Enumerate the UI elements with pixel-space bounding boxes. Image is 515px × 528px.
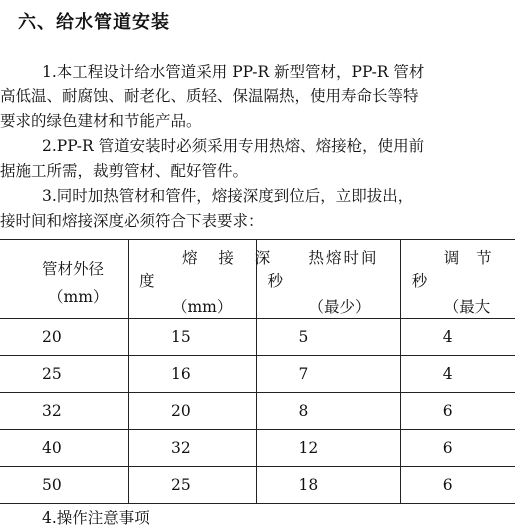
header-adjust-time-label: 调 节 bbox=[443, 249, 498, 267]
paragraph-1-line-3: 要求的绿色建材和节能产品。 bbox=[0, 112, 202, 130]
header-adjust-time bbox=[400, 240, 515, 319]
cell-heating-time: 12 bbox=[256, 430, 400, 467]
header-fusion-depth bbox=[128, 240, 279, 319]
section-heading: 六、给水管道安装 bbox=[18, 12, 170, 33]
paragraph-3-line-1: 3.同时加热管材和管件，熔接深度到位后，立即拔出， bbox=[42, 187, 414, 205]
paragraph-2-line-1: 2.PP-R 管道安装时必须采用专用热熔、熔接枪，使用前 bbox=[42, 137, 425, 155]
cell-fusion-depth: 15 bbox=[128, 319, 256, 356]
table-row bbox=[0, 393, 515, 430]
header-adjust-time-note: （最大 bbox=[443, 298, 491, 316]
cell-pipe-od: 50 bbox=[0, 467, 128, 504]
cell-fusion-depth: 25 bbox=[128, 467, 256, 504]
header-pipe-od bbox=[0, 240, 128, 319]
cell-adjust-time: 6 bbox=[400, 430, 515, 467]
paragraph-2-line-2: 据施工所需，裁剪管材、配好管件。 bbox=[0, 162, 249, 180]
cell-heating-time: 8 bbox=[256, 393, 400, 430]
cell-heating-time: 5 bbox=[256, 319, 400, 356]
paragraph-1-line-1: 1.本工程设计给水管道采用 PP-R 新型管材，PP-R 管材 bbox=[42, 63, 425, 81]
paragraph-1-line-2: 高低温、耐腐蚀、耐老化、质轻、保温隔热，使用寿命长等特 bbox=[0, 87, 419, 105]
cell-adjust-time: 6 bbox=[400, 467, 515, 504]
header-fusion-depth-label-1: 熔 接 深 bbox=[181, 249, 279, 267]
fusion-parameters-table bbox=[0, 239, 515, 504]
cell-adjust-time: 6 bbox=[400, 393, 515, 430]
cell-adjust-time: 4 bbox=[400, 356, 515, 393]
paragraph-3-line-2: 接时间和熔接深度必须符合下表要求： bbox=[0, 212, 264, 230]
cell-pipe-od: 32 bbox=[0, 393, 128, 430]
header-heating-time-label: 热熔时间 bbox=[308, 249, 379, 267]
cell-fusion-depth: 20 bbox=[128, 393, 256, 430]
table-row bbox=[0, 430, 515, 467]
cell-adjust-time: 4 bbox=[400, 319, 515, 356]
header-heating-time-unit: 秒 bbox=[267, 272, 284, 290]
table-row bbox=[0, 467, 515, 504]
header-adjust-time-unit: 秒 bbox=[411, 272, 428, 290]
table-row bbox=[0, 356, 515, 393]
cell-heating-time: 18 bbox=[256, 467, 400, 504]
cell-pipe-od: 20 bbox=[0, 319, 128, 356]
header-pipe-od-unit: （mm） bbox=[48, 288, 109, 306]
cell-heating-time: 7 bbox=[256, 356, 400, 393]
cell-fusion-depth: 32 bbox=[128, 430, 256, 467]
cell-fusion-depth: 16 bbox=[128, 356, 256, 393]
table-row bbox=[0, 319, 515, 356]
header-pipe-od-label: 管材外径 bbox=[42, 260, 105, 278]
table-header-row bbox=[0, 240, 515, 319]
cell-pipe-od: 25 bbox=[0, 356, 128, 393]
next-item-partial: 4.操作注意事项 bbox=[42, 509, 150, 527]
header-fusion-depth-unit: （mm） bbox=[171, 298, 233, 316]
cell-pipe-od: 40 bbox=[0, 430, 128, 467]
header-heating-time-note: （最少） bbox=[308, 298, 371, 316]
header-heating-time bbox=[256, 240, 400, 319]
header-fusion-depth-label-2: 度 bbox=[138, 272, 155, 290]
